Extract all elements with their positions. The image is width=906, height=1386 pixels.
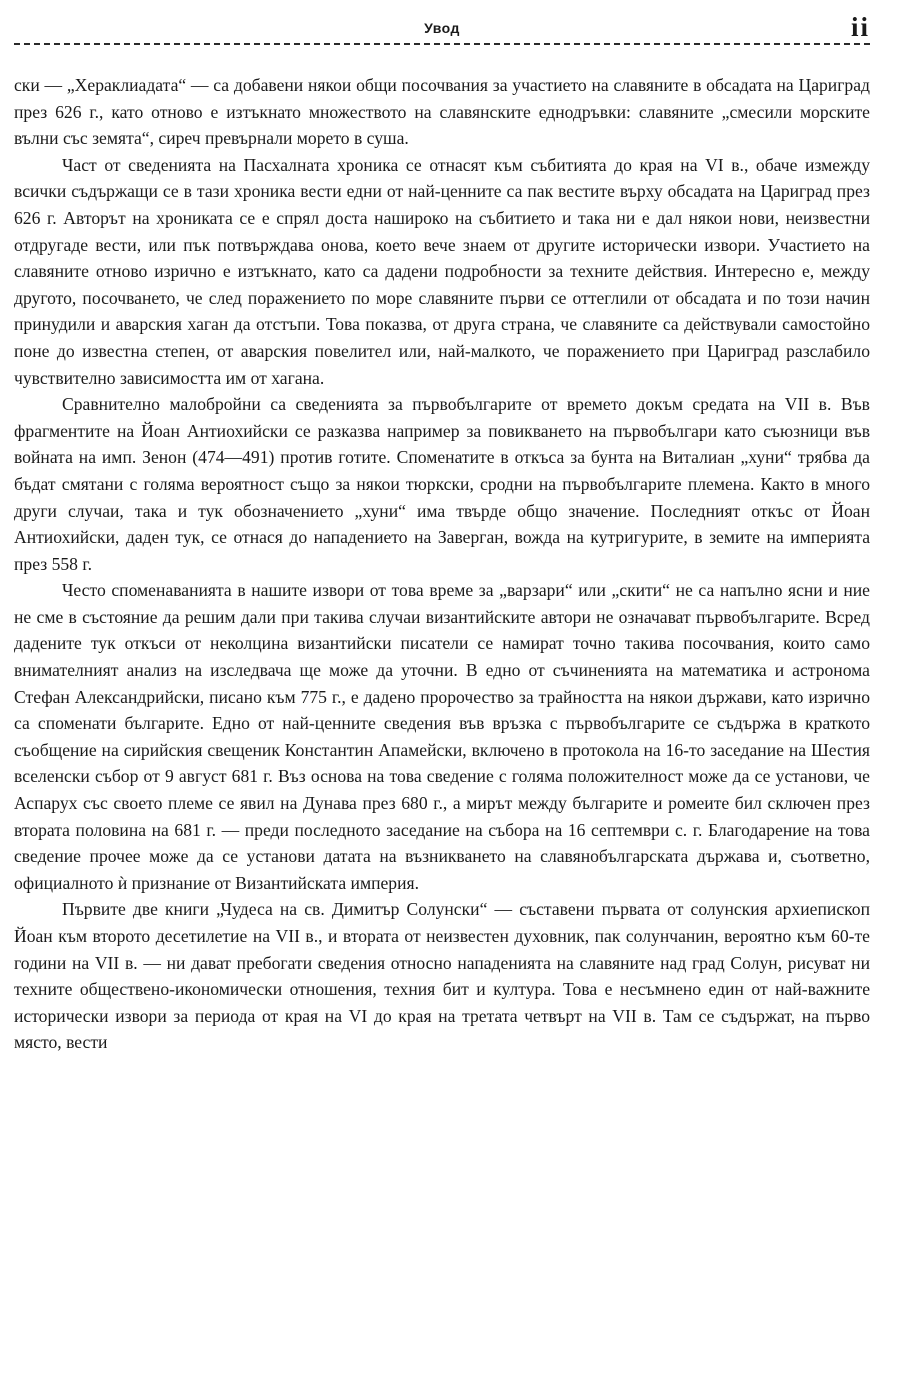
page-number: ii (850, 12, 870, 42)
running-header (14, 0, 870, 52)
paragraph-4: Често споменаванията в нашите извори от това време за „варзари“ или „скити“ не са напълно ясни и ние не сме в състояние да решим дали при такива случаи византийските автори не означават първобългарите. Всред дадените тук откъси от неколцина византийски писатели се намират точно такива посочвания, които само внимателният анализ на изследвача ще може да уточни. В едно от съчиненията на математика и астронома Стефан Александрийски, писано към 775 г., е дадено пророчество за трайността на някои държави, като изрично са споменати българите. Едно от най-ценните сведения във връзка с първобългарите се съдържа в краткото съобщение на сирийския свещеник Константин Апамейски, включено в протокола на 16-то заседание на Шестия вселенски събор от 9 август 681 г. Въз основа на това сведение с голяма положителност може да се установи, че Аспарух със своето племе се явил на Дунава през 680 г., а мирът между българите и ромеите бил сключен през втората половина на 681 г. — преди последното заседание на събора на 16 септември с. г. Благодарение на това сведение прочее може да се установи датата на възникването на славянобългарската държава и, съответно, официалното ѝ признание от Византийската империя. (14, 580, 870, 893)
paragraph-5: Първите две книги „Чудеса на св. Димитър Солунски“ — съставени първата от солунския архиепископ Йоан към второто десетилетие на VII в., и втората от неизвестен духовник, пак солунчанин, вероятно към 60-те години на VII в. — ни дават пребогати сведения относно нападенията на славяните над град Солун, рисуват ни техните обществено-икономически отношения, техния бит и култура. Това е несъмнено един от най-важните исторически извори за периода от края на VI до края на третата четвърт на VII в. Там се съдържат, на първо място, вести (14, 899, 870, 1053)
paragraph-1: ски — „Хераклиадата“ — са добавени някои общи посочвания за участието на славяните в обсадата на Цариград през 626 г., като отново е изтъкнато множеството на славянските еднодръвки: славяните „смесили морските вълни със земята“, сиреч превърнали морето в суша. (14, 75, 870, 149)
paragraph-2: Част от сведенията на Пасхалната хроника се отнасят към събитията до края на VI в., обаче измежду всички съдържащи се в тази хроника вести едни от най-ценните са пак вестите върху обсадата на Цариград през 626 г. Авторът на хрониката се е спрял доста нашироко на събитието и така ни е дал някои нови, неизвестни отдругаде вести, или пък потвърждава онова, което вече знаем от другите исторически извори. Участието на славяните отново изрично е изтъкнато, като са дадени подробности за техните действия. Интересно е, между другото, посочването, че след поражението по море славяните първи се оттеглили от обсадата и по този начин принудили и аварския хаган да отстъпи. Това показва, от друга страна, че славяните са действували самостойно поне до известна степен, от аварския повелител или, най-малкото, че поражението при Цариград разслабило чувствително зависимостта им от хагана. (14, 154, 870, 388)
header-rule (14, 43, 870, 45)
running-head-title: Увод (424, 20, 460, 36)
paragraph-3: Сравнително малобройни са сведенията за първобългарите от времето докъм средата на VII в. Във фрагментите на Йоан Антиохийски се разказва например за повикването на първобългари като съюзници във войната на имп. Зенон (474—491) против готите. Споменатите в откъса за бунта на Виталиан „хуни“ трябва да бъдат смятани с голяма вероятност също за някои тюркски, сродни на първобългарите племена. Както в много други случаи, така и тук обозначението „хуни“ има твърде общо значение. Последният откъс от Йоан Антиохийски, даден тук, се отнася до нападението на Заверган, вожда на кутригурите, в земите на империята през 558 г. (14, 394, 870, 574)
document-page (14, 0, 870, 1386)
body-text (14, 72, 870, 1056)
